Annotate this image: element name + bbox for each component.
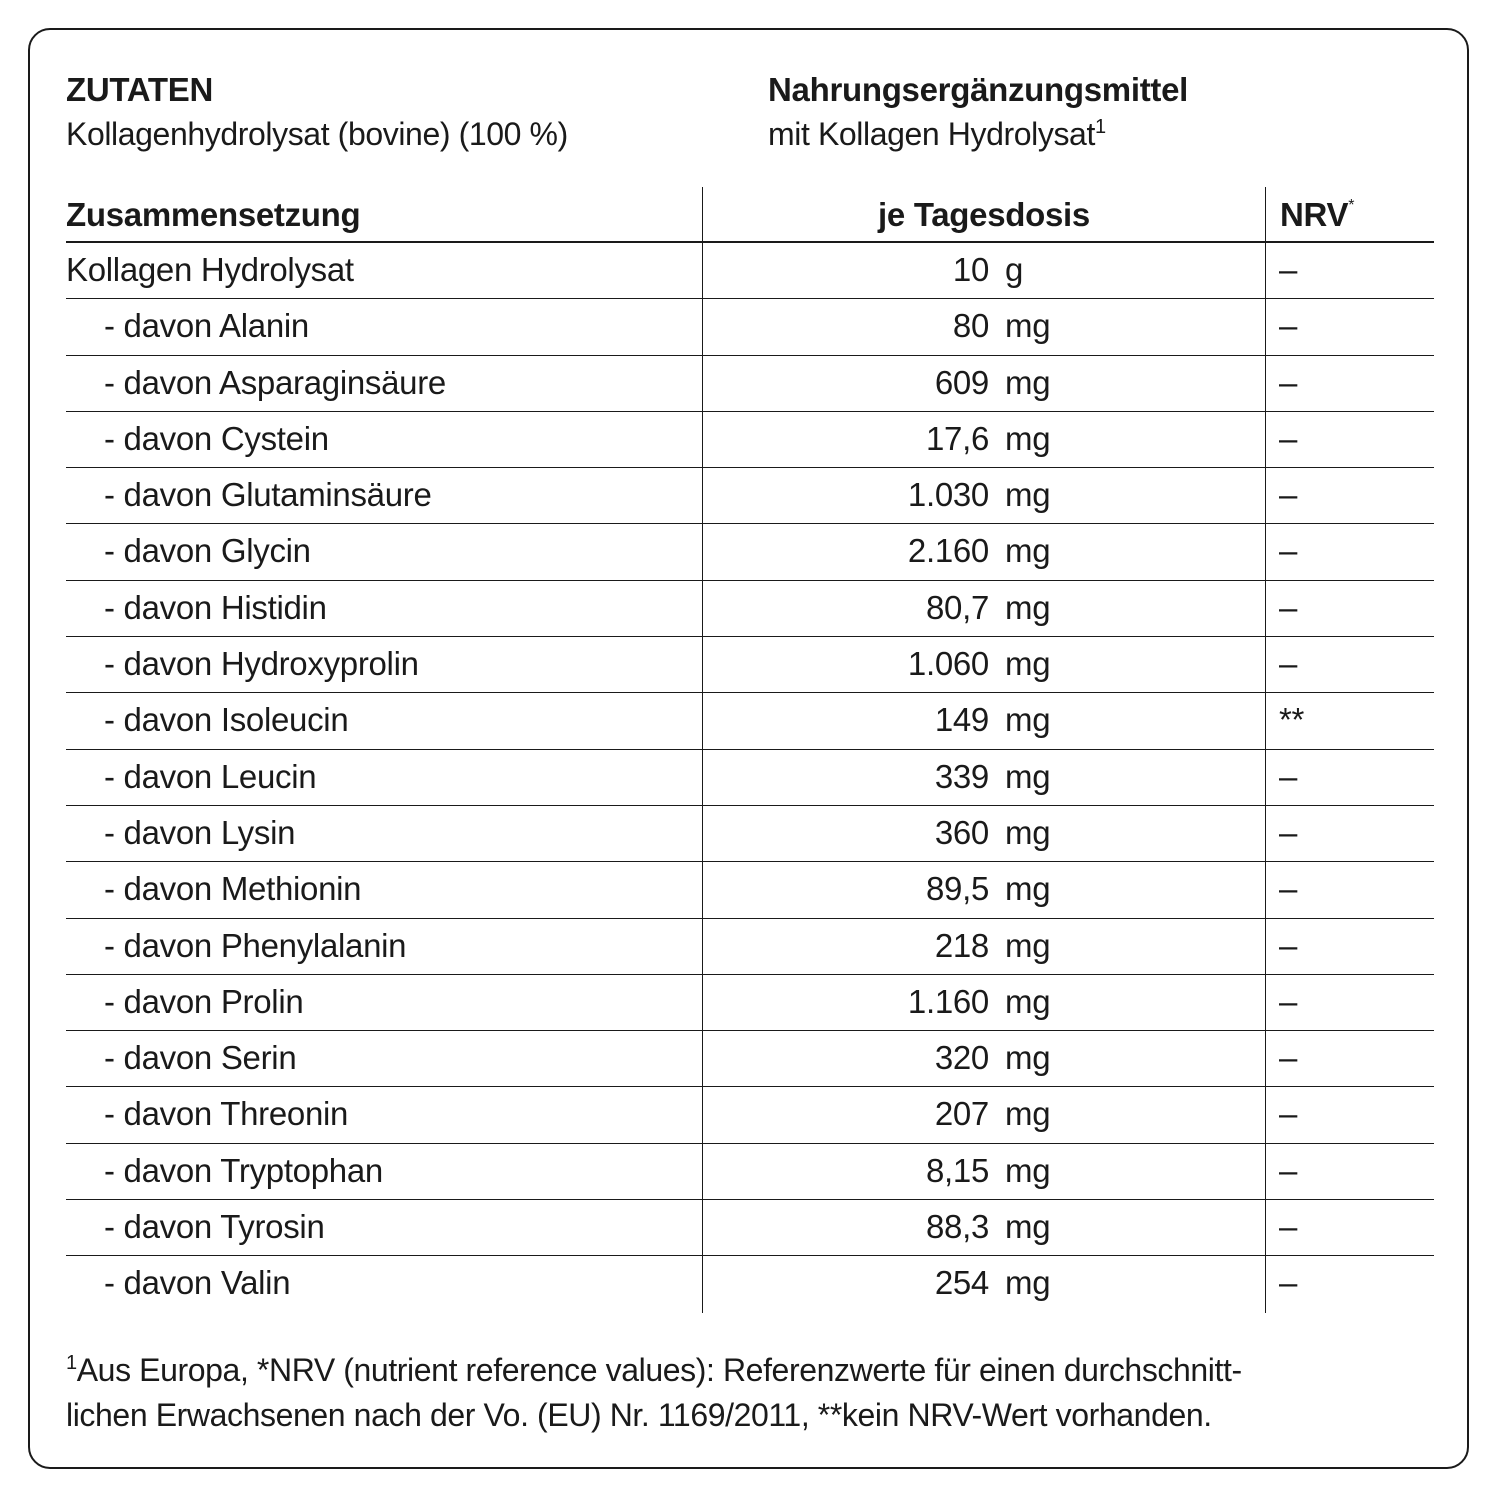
table-row xyxy=(66,862,1434,918)
nutrient-name: - davon Lysin xyxy=(104,813,296,851)
nutrient-name: - davon Valin xyxy=(104,1264,291,1302)
dose-value: 10 xyxy=(952,251,989,288)
nutrient-name: - davon Prolin xyxy=(104,982,304,1020)
dose-value: 80 xyxy=(952,307,989,345)
nutrient-name: - davon Cystein xyxy=(104,419,329,457)
nutrient-name: - davon Alanin xyxy=(104,307,309,345)
nrv-value: ** xyxy=(1279,701,1305,739)
footnote xyxy=(66,1348,1436,1438)
product-title: Nahrungsergänzungsmittel xyxy=(768,71,1189,108)
nrv-value: – xyxy=(1279,1151,1298,1189)
nrv-value: – xyxy=(1279,363,1298,401)
nutrient-name: - davon Isoleucin xyxy=(104,701,349,739)
dose-unit: mg xyxy=(1005,1264,1051,1302)
dose-unit: mg xyxy=(1005,419,1051,457)
dose-unit: mg xyxy=(1005,1039,1051,1077)
table-row xyxy=(66,356,1434,412)
dose-value: 89,5 xyxy=(925,870,989,908)
nutrient-name: - davon Glycin xyxy=(104,532,311,570)
table-row xyxy=(66,1031,1434,1087)
table-row xyxy=(66,750,1434,806)
nutrient-name: - davon Asparaginsäure xyxy=(104,363,446,401)
dose-unit: mg xyxy=(1005,1151,1051,1189)
nutrient-name: - davon Tyrosin xyxy=(104,1208,325,1246)
footnote-text-2: lichen Erwachsenen nach der Vo. (EU) Nr. 1169/2011, **kein NRV-Wert vorhanden. xyxy=(66,1397,1212,1433)
dose-value: 8,15 xyxy=(925,1151,989,1189)
table-row xyxy=(66,637,1434,693)
nrv-value: – xyxy=(1279,251,1298,288)
footnote-line-1 xyxy=(66,1348,1436,1393)
table-row xyxy=(66,1256,1434,1312)
table-header xyxy=(66,187,1434,243)
nutrient-name: Kollagen Hydrolysat xyxy=(66,251,354,288)
nrv-value: – xyxy=(1279,1039,1298,1077)
header-name: Zusammensetzung xyxy=(66,196,361,233)
table-body xyxy=(66,243,1434,1313)
dose-unit: mg xyxy=(1005,307,1051,345)
nutrient-name: - davon Threonin xyxy=(104,1095,349,1133)
nrv-value: – xyxy=(1279,307,1298,345)
table-row xyxy=(66,975,1434,1031)
dose-value: 88,3 xyxy=(925,1208,989,1246)
nrv-value: – xyxy=(1279,1095,1298,1133)
header-dose: je Tagesdosis xyxy=(878,196,1090,233)
nrv-value: – xyxy=(1279,419,1298,457)
footnote-text-1: Aus Europa, *NRV (nutrient reference values): Referenzwerte für einen durchschnitt- xyxy=(76,1352,1242,1388)
table-row xyxy=(66,412,1434,468)
ingredients-title: ZUTATEN xyxy=(66,71,213,108)
table-row xyxy=(66,1200,1434,1256)
dose-unit: g xyxy=(1005,251,1024,288)
dose-unit: mg xyxy=(1005,813,1051,851)
nutrient-name: - davon Methionin xyxy=(104,870,362,908)
dose-value: 339 xyxy=(934,757,989,795)
dose-unit: mg xyxy=(1005,363,1051,401)
nrv-value: – xyxy=(1279,476,1298,514)
table-row xyxy=(66,693,1434,749)
nrv-value: – xyxy=(1279,532,1298,570)
dose-value: 80,7 xyxy=(925,588,989,626)
dose-unit: mg xyxy=(1005,588,1051,626)
table-row xyxy=(66,299,1434,355)
nrv-value: – xyxy=(1279,645,1298,683)
table-row xyxy=(66,581,1434,637)
nutrient-name: - davon Tryptophan xyxy=(104,1151,383,1189)
dose-value: 609 xyxy=(934,363,989,401)
dose-unit: mg xyxy=(1005,757,1051,795)
header-nrv-wrap xyxy=(1280,193,1354,237)
table-row xyxy=(66,919,1434,975)
dose-unit: mg xyxy=(1005,982,1051,1020)
nutrient-name: - davon Glutaminsäure xyxy=(104,476,432,514)
dose-value: 2.160 xyxy=(907,532,989,570)
dose-unit: mg xyxy=(1005,645,1051,683)
footnote-mark: 1 xyxy=(66,1352,77,1374)
dose-value: 218 xyxy=(934,926,989,964)
nutrient-name: - davon Serin xyxy=(104,1039,297,1077)
composition-table xyxy=(66,187,1434,1313)
nrv-value: – xyxy=(1279,813,1298,851)
nrv-value: – xyxy=(1279,982,1298,1020)
nutrient-name: - davon Phenylalanin xyxy=(104,926,407,964)
table-row xyxy=(66,1144,1434,1200)
nutrient-name: - davon Histidin xyxy=(104,588,327,626)
dose-value: 17,6 xyxy=(925,419,989,457)
dose-unit: mg xyxy=(1005,870,1051,908)
dose-value: 1.160 xyxy=(907,982,989,1020)
nrv-value: – xyxy=(1279,757,1298,795)
header-nrv-mark: * xyxy=(1348,197,1355,214)
dose-value: 320 xyxy=(934,1039,989,1077)
nrv-value: – xyxy=(1279,870,1298,908)
dose-value: 207 xyxy=(934,1095,989,1133)
table-row xyxy=(66,806,1434,862)
nrv-value: – xyxy=(1279,1208,1298,1246)
dose-unit: mg xyxy=(1005,926,1051,964)
dose-unit: mg xyxy=(1005,1208,1051,1246)
product-subtitle-mark: 1 xyxy=(1094,116,1106,138)
dose-unit: mg xyxy=(1005,701,1051,739)
dose-unit: mg xyxy=(1005,476,1051,514)
nutrient-name: - davon Leucin xyxy=(104,757,317,795)
table-row xyxy=(66,524,1434,580)
product-subtitle: mit Kollagen Hydrolysat xyxy=(768,116,1095,152)
table-row xyxy=(66,243,1434,299)
nrv-value: – xyxy=(1279,588,1298,626)
dose-value: 1.060 xyxy=(907,645,989,683)
table-row xyxy=(66,468,1434,524)
nrv-value: – xyxy=(1279,1264,1298,1302)
dose-value: 1.030 xyxy=(907,476,989,514)
product-subtitle-line xyxy=(768,112,1188,156)
nrv-value: – xyxy=(1279,926,1298,964)
nutrient-name: - davon Hydroxyprolin xyxy=(104,645,419,683)
dose-value: 254 xyxy=(934,1264,989,1302)
header-nrv: NRV xyxy=(1280,196,1349,233)
dose-value: 149 xyxy=(934,701,989,739)
table-row xyxy=(66,1087,1434,1143)
dose-unit: mg xyxy=(1005,532,1051,570)
ingredients-block xyxy=(66,68,568,156)
product-block xyxy=(768,68,1188,156)
dose-unit: mg xyxy=(1005,1095,1051,1133)
ingredients-text: Kollagenhydrolysat (bovine) (100 %) xyxy=(66,116,568,152)
dose-value: 360 xyxy=(934,813,989,851)
